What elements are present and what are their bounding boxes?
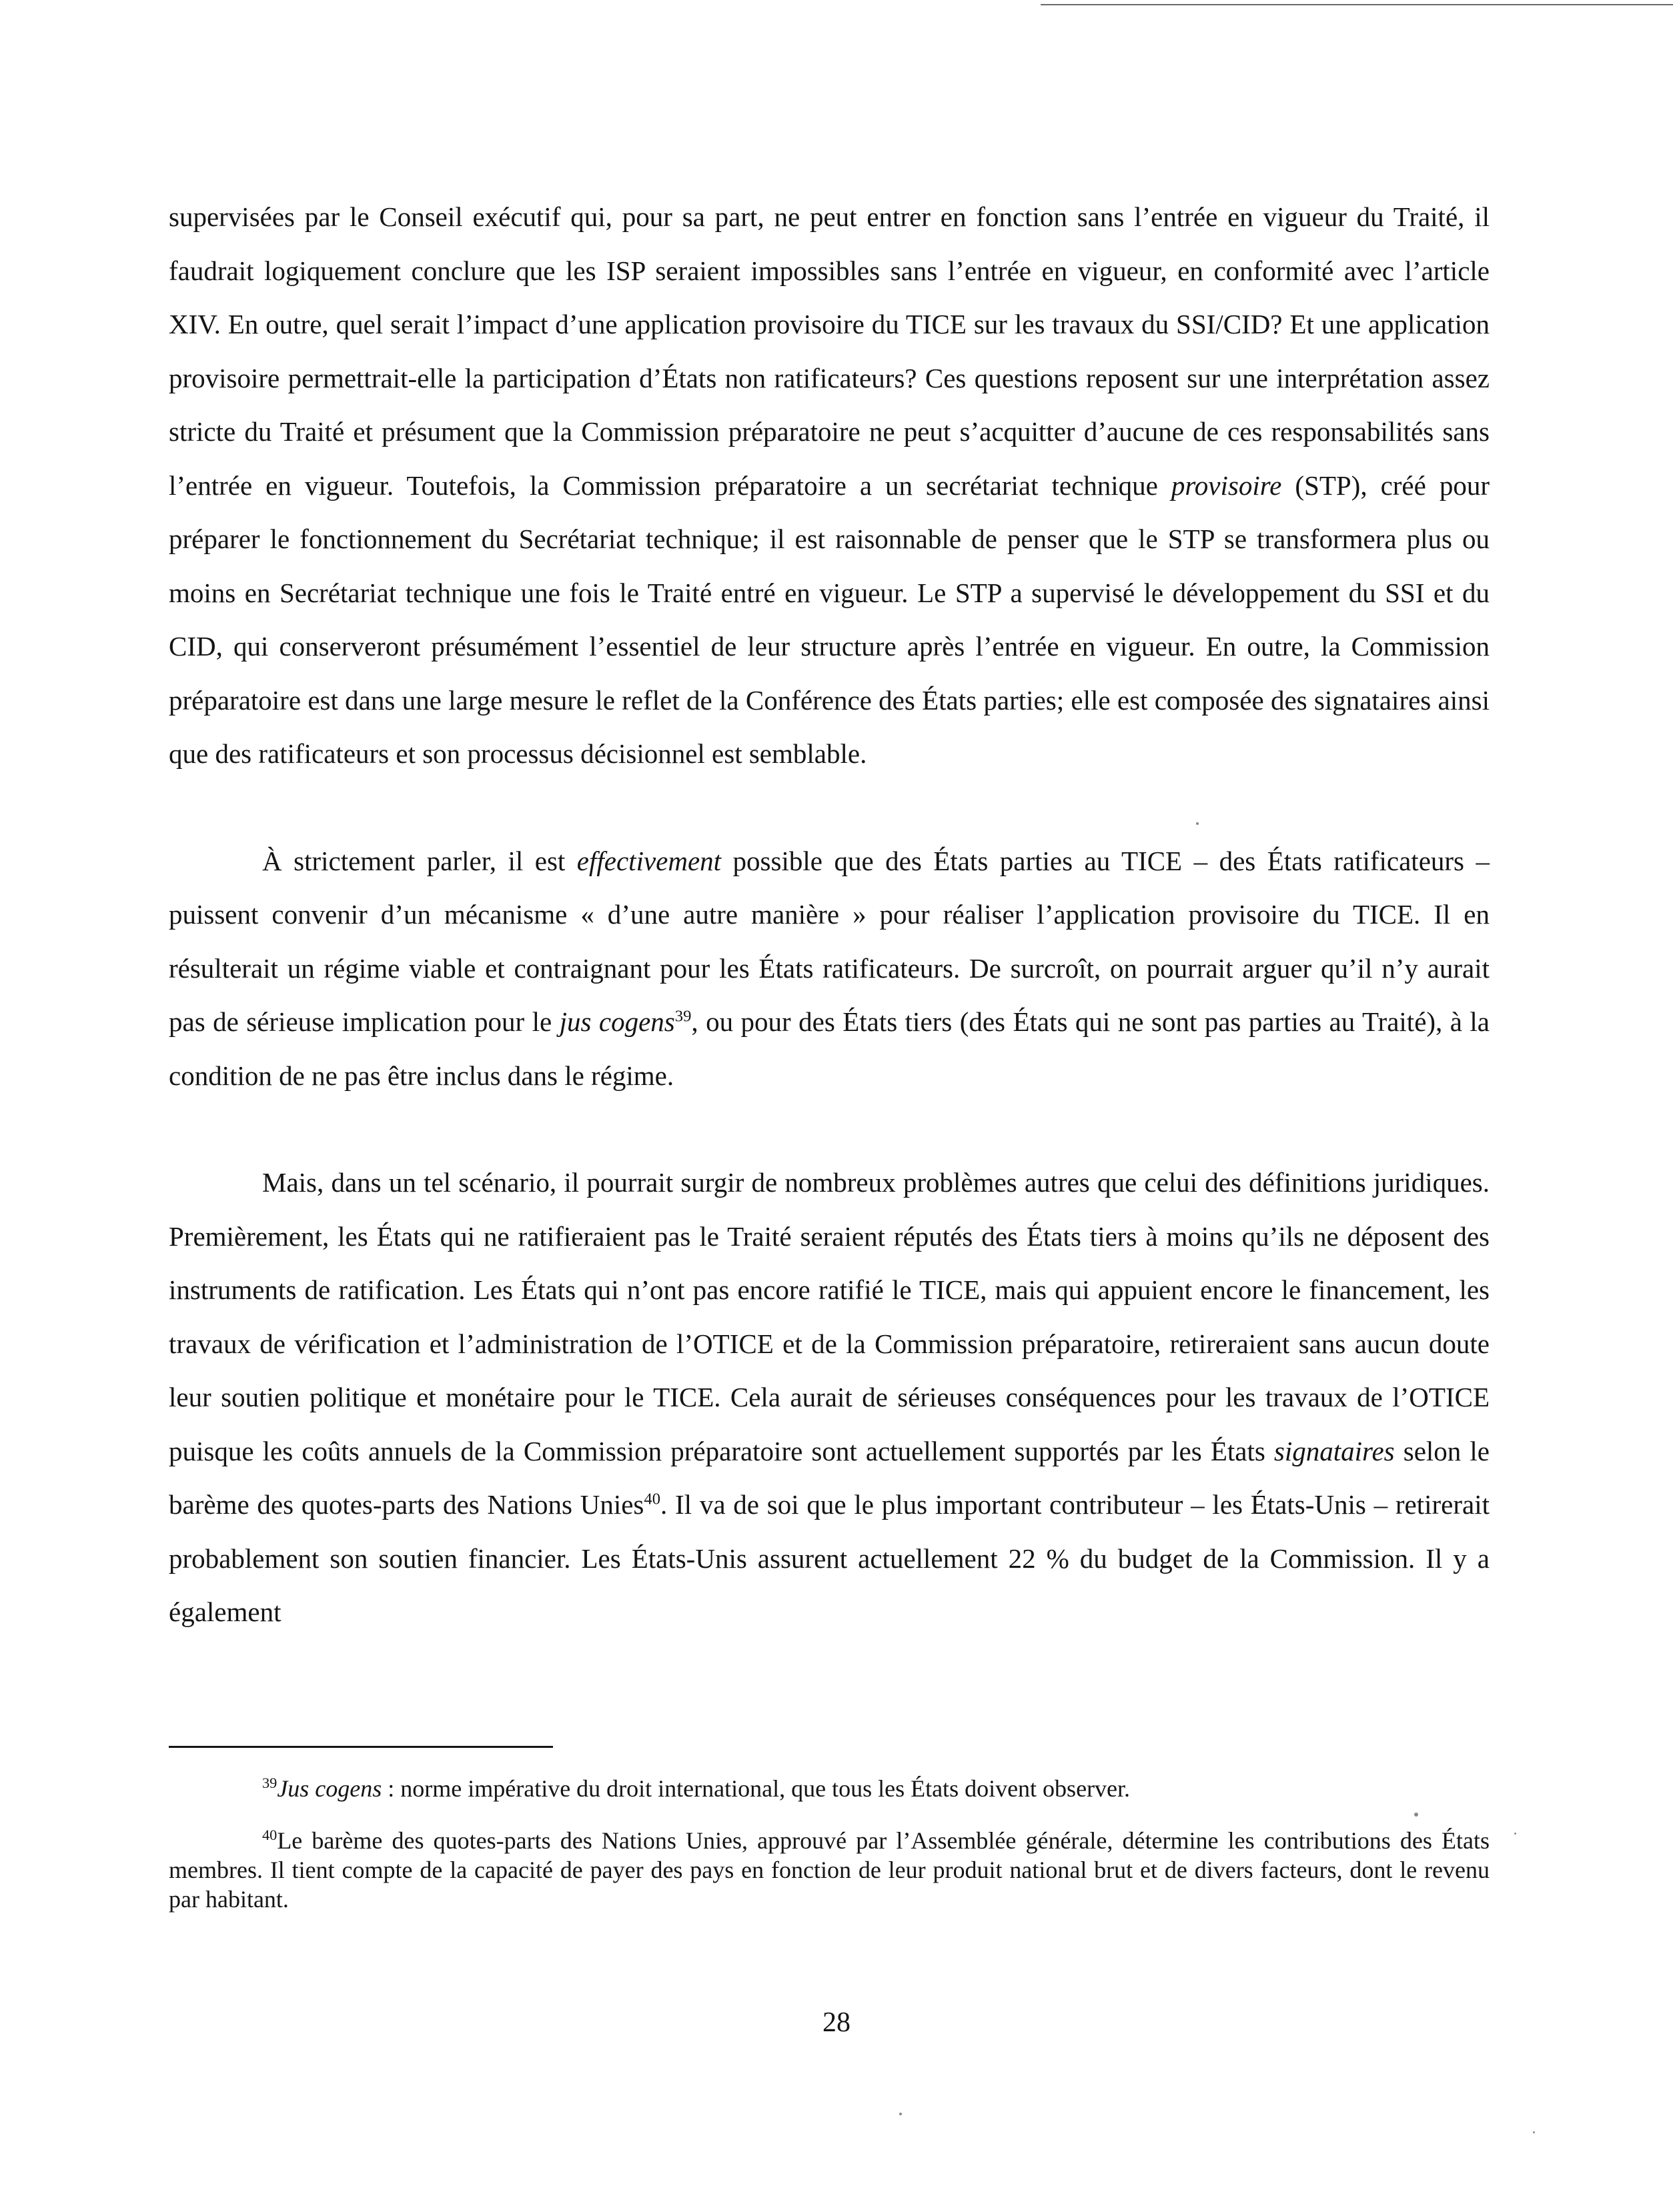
paragraph-3-text-a: Mais, dans un tel scénario, il pourrait surgir de nombreux problèmes autres que celui des définitions juridiques. Premièrement, les États qui ne ratifieraient pas le Traité seraient réputés des États tiers à moins qu’ils ne déposent des instruments de ratification. Les États qui n’ont pas encore ratifié le TICE, mais qui appuient encore le financement, les travaux de vérification et l’administration de l’OTICE et de la Commission préparatoire, retireraient sans aucun doute leur soutien politique et monétaire pour le TICE. Cela aurait de sérieuses conséquences pour les travaux de l’OTICE puisque les coûts annuels de la Commission préparatoire sont actuellement supportés par les États	[169, 1167, 1490, 1466]
paragraph-3-text-b: selon le barème des quotes-parts des Nations Unies	[169, 1435, 1490, 1520]
footnote-ref-39: 39	[674, 1007, 692, 1026]
paragraph-1	[169, 190, 1490, 781]
footnotes	[169, 1774, 1490, 1914]
footnote-39-term: Jus cogens	[277, 1775, 382, 1802]
scan-speck	[1414, 1813, 1418, 1817]
paragraph-1-text-a: supervisées par le Conseil exécutif qui, pour sa part, ne peut entrer en fonction sans l’entrée en vigueur du Traité, il faudrait logiquement conclure que les ISP seraient impossibles sans l’entrée en vigueur, en conformité avec l’article XIV. En outre, quel serait l’impact d’une application provisoire du TICE sur les travaux du SSI/CID? Et une application provisoire permettrait-elle la participation d’États non ratificateurs? Ces questions reposent sur une interprétation assez stricte du Traité et présument que la Commission préparatoire ne peut s’acquitter d’aucune de ces responsabilités sans l’entrée en vigueur. Toutefois, la Commission préparatoire a un secrétariat technique	[169, 201, 1490, 501]
paragraph-3-emphasis: signataires	[1273, 1435, 1395, 1466]
scan-speck	[899, 2113, 902, 2115]
scan-edge-line	[1041, 4, 1673, 5]
footnote-40-text: Le barème des quotes-parts des Nations Unies, approuvé par l’Assemblée générale, détermine les contributions des États membres. Il tient compte de la capacité de payer des pays en fonction de leur produit national brut et de divers facteurs, dont le revenu par habitant.	[169, 1827, 1490, 1913]
footnote-39-text: : norme impérative du droit international, que tous les États doivent observer.	[382, 1775, 1131, 1802]
footnote-separator	[169, 1746, 553, 1748]
paragraph-2-text-a: À strictement parler, il est	[262, 845, 577, 876]
footnote-39-number: 39	[262, 1775, 277, 1791]
scan-speck	[1514, 1833, 1516, 1835]
footnote-ref-40: 40	[644, 1490, 660, 1508]
footnote-40-number: 40	[262, 1827, 277, 1843]
body-text	[169, 190, 1490, 1639]
paragraph-3-text-c: . Il va de soi que le plus important contributeur – les États-Unis – retirerait probablement son soutien financier. Les États-Unis assurent actuellement 22 % du budget de la Commission. Il y a également	[169, 1489, 1490, 1627]
footnote-40	[169, 1826, 1490, 1914]
paragraph-2-emphasis-jus-cogens: jus cogens	[559, 1006, 675, 1037]
page-number: 28	[822, 2007, 851, 2038]
paragraph-3	[169, 1156, 1490, 1639]
paragraph-2	[169, 834, 1490, 1103]
paragraph-2-text-b: possible que des États parties au TICE – des États ratificateurs – puissent convenir d’un mécanisme « d’une autre manière » pour réaliser l’application provisoire du TICE. Il en résulterait un régime viable et contraignant pour les États ratificateurs. De surcroît, on pourrait arguer qu’il n’y aurait pas de sérieuse implication pour le	[169, 845, 1490, 1037]
paragraph-1-text-b: (STP), créé pour préparer le fonctionnement du Secrétariat technique; il est raisonnable de penser que le STP se transformera plus ou moins en Secrétariat technique une fois le Traité entré en vigueur. Le STP a supervisé le développement du SSI et du CID, qui conserveront présumément l’essentiel de leur structure après l’entrée en vigueur. En outre, la Commission préparatoire est dans une large mesure le reflet de la Conférence des États parties; elle est composée des signataires ainsi que des ratificateurs et son processus décisionnel est semblable.	[169, 469, 1490, 769]
paragraph-1-emphasis: provisoire	[1171, 469, 1282, 501]
paragraph-2-text-c: , ou pour des États tiers (des États qui ne sont pas parties au Traité), à la condition de ne pas être inclus dans le régime.	[169, 1006, 1490, 1091]
footnote-39	[169, 1774, 1490, 1803]
scan-speck	[1196, 822, 1199, 825]
scan-speck	[1533, 2131, 1535, 2133]
paragraph-2-emphasis-effectivement: effectivement	[576, 845, 722, 876]
